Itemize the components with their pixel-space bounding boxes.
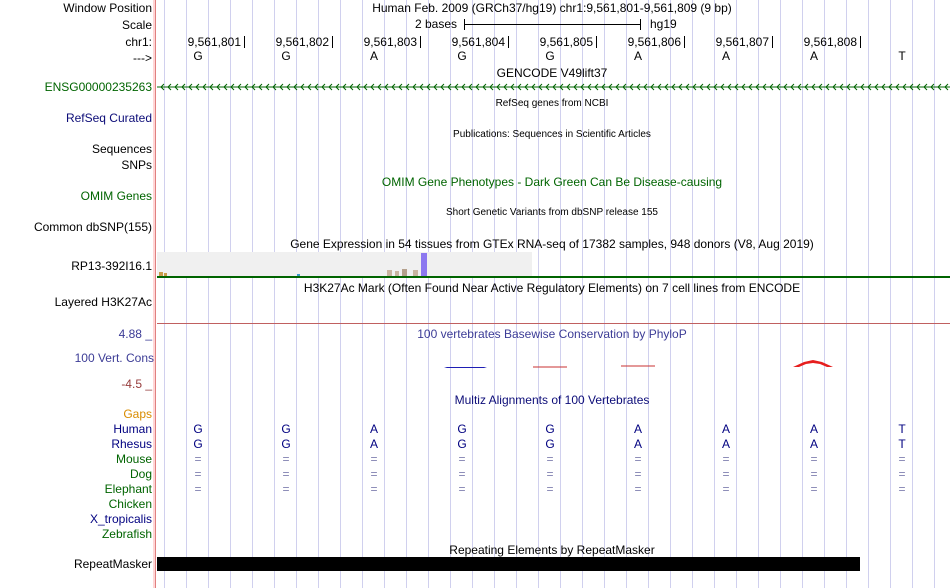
refseq-track-title[interactable]: RefSeq genes from NCBI (495, 98, 609, 109)
species-base: = (458, 467, 466, 481)
sequences-track-label[interactable]: Sequences (91, 142, 152, 156)
species-base: = (282, 482, 290, 496)
gtex-bar (402, 269, 407, 276)
species-base: = (194, 452, 202, 466)
gencode-track-label[interactable]: ENSG00000235263 (44, 80, 152, 94)
ruler-position-label: 9,561,801 (187, 35, 241, 49)
species-base: G (281, 422, 291, 436)
species-base: = (458, 482, 466, 496)
species-base: A (809, 422, 818, 436)
omim-track-title[interactable]: OMIM Gene Phenotypes - Dark Green Can Be Disease-causing (381, 175, 723, 189)
pubs-track-title[interactable]: Publications: Sequences in Scientific Articles (453, 129, 651, 140)
species-label[interactable]: X_tropicalis (89, 512, 152, 526)
gtex-expression-panel[interactable] (157, 252, 532, 276)
species-label[interactable]: Zebrafish (101, 527, 152, 541)
species-base: T (898, 422, 906, 436)
species-base: A (369, 422, 378, 436)
species-base: = (546, 482, 554, 496)
species-base: = (898, 482, 906, 496)
species-base: = (634, 467, 642, 481)
species-base: A (633, 437, 642, 451)
scale-bar (464, 24, 640, 25)
ruler-position-label: 9,561,803 (363, 35, 417, 49)
dna-base: A (721, 49, 730, 63)
ruler-tick (596, 36, 597, 48)
snps-track-label[interactable]: SNPs (121, 158, 152, 172)
species-label[interactable]: Mouse (115, 452, 152, 466)
species-base: = (810, 467, 818, 481)
species-base: = (282, 467, 290, 481)
ruler-tick (684, 36, 685, 48)
species-base: = (370, 482, 378, 496)
species-base: = (722, 482, 730, 496)
omim-track-label[interactable]: OMIM Genes (80, 189, 152, 203)
species-base: = (370, 452, 378, 466)
species-base: = (634, 482, 642, 496)
repeat-element-block[interactable] (157, 557, 860, 571)
gencode-gene-strand[interactable] (157, 82, 950, 92)
species-label[interactable]: Rhesus (111, 437, 152, 451)
species-base: = (370, 467, 378, 481)
ruler-tick (332, 36, 333, 48)
scale-bar-left-end (464, 19, 465, 30)
species-base: T (898, 437, 906, 451)
ruler-position-label: 9,561,807 (715, 35, 769, 49)
gencode-track-title[interactable]: GENCODE V49lift37 (496, 66, 608, 80)
refseq-track-label[interactable]: RefSeq Curated (65, 111, 152, 125)
repeat-track-title[interactable]: Repeating Elements by RepeatMasker (449, 543, 655, 557)
label-divider-line (155, 0, 156, 588)
dna-base: A (809, 49, 818, 63)
cons-track-label[interactable]: 100 Vert. Cons (74, 351, 154, 365)
gaps-label[interactable]: Gaps (123, 407, 152, 421)
dna-base: G (545, 49, 555, 63)
dna-base: G (281, 49, 291, 63)
repeat-track-label[interactable]: RepeatMasker (73, 557, 152, 571)
species-base: G (193, 437, 203, 451)
ruler-position-label: 9,561,808 (803, 35, 857, 49)
species-label[interactable]: Elephant (104, 482, 152, 496)
species-base: = (546, 467, 554, 481)
species-base: A (633, 422, 642, 436)
window-position-label: Window Position (63, 1, 152, 15)
cons-track-title[interactable]: 100 vertebrates Basewise Conservation by PhyloP (417, 327, 687, 341)
species-base: G (281, 437, 291, 451)
gtex-baseline (157, 276, 950, 278)
species-base: A (721, 437, 730, 451)
scale-text: 2 bases (415, 17, 458, 31)
gtex-track-label[interactable]: RP13-392I16.1 (71, 259, 152, 273)
species-base: G (457, 422, 467, 436)
ruler-tick (420, 36, 421, 48)
scale-bar-right-end (640, 19, 641, 30)
strand-arrow: ---> (133, 51, 152, 65)
species-base: = (194, 467, 202, 481)
species-base: A (721, 422, 730, 436)
species-base: = (282, 452, 290, 466)
dna-base: G (457, 49, 467, 63)
species-base: G (457, 437, 467, 451)
h3k27-baseline (157, 323, 950, 324)
ruler-position-label: 9,561,806 (627, 35, 681, 49)
cons-min-value: -4.5 _ (121, 377, 152, 391)
species-base: = (898, 467, 906, 481)
ruler-tick (508, 36, 509, 48)
dna-base: A (633, 49, 642, 63)
species-base: = (810, 482, 818, 496)
gtex-bar (421, 253, 427, 276)
gtex-track-title[interactable]: Gene Expression in 54 tissues from GTEx RNA-seq of 17382 samples, 948 donors (V8, Aug 2019) (290, 237, 814, 251)
dna-base: T (898, 49, 906, 63)
dbsnp-track-label[interactable]: Common dbSNP(155) (33, 220, 152, 234)
species-base: = (634, 452, 642, 466)
species-base: = (722, 452, 730, 466)
dna-base: A (369, 49, 378, 63)
dna-base: G (193, 49, 203, 63)
species-base: G (545, 437, 555, 451)
species-base: A (809, 437, 818, 451)
species-base: = (458, 452, 466, 466)
species-label[interactable]: Human (113, 422, 152, 436)
species-label[interactable]: Dog (129, 467, 152, 481)
ruler-position-label: 9,561,802 (275, 35, 329, 49)
species-base: = (546, 452, 554, 466)
dbsnp-track-title[interactable]: Short Genetic Variants from dbSNP release 155 (446, 207, 658, 218)
ruler-tick (772, 36, 773, 48)
species-base: = (194, 482, 202, 496)
cons-phylop-plot[interactable] (157, 350, 950, 380)
scale-label: Scale (121, 18, 152, 32)
h3k27-track-label[interactable]: Layered H3K27Ac (54, 295, 152, 309)
species-base: A (369, 437, 378, 451)
chrom-label[interactable]: chr1: (125, 35, 152, 49)
ruler-tick (860, 36, 861, 48)
species-base: = (898, 452, 906, 466)
window-position-value[interactable]: Human Feb. 2009 (GRCh37/hg19) chr1:9,561,801-9,561,809 (9 bp) (372, 1, 732, 15)
cons-max-value: 4.88 _ (118, 327, 152, 341)
species-base: G (545, 422, 555, 436)
h3k27-track-title[interactable]: H3K27Ac Mark (Often Found Near Active Regulatory Elements) on 7 cell lines from ENCODE (303, 281, 801, 295)
species-base: = (810, 452, 818, 466)
ruler-tick (244, 36, 245, 48)
species-label[interactable]: Chicken (108, 497, 152, 511)
ruler-position-label: 9,561,805 (539, 35, 593, 49)
species-base: = (722, 467, 730, 481)
ruler-position-label: 9,561,804 (451, 35, 505, 49)
scale-assembly: hg19 (650, 17, 677, 31)
species-base: G (193, 422, 203, 436)
multiz-track-title[interactable]: Multiz Alignments of 100 Vertebrates (454, 393, 650, 407)
